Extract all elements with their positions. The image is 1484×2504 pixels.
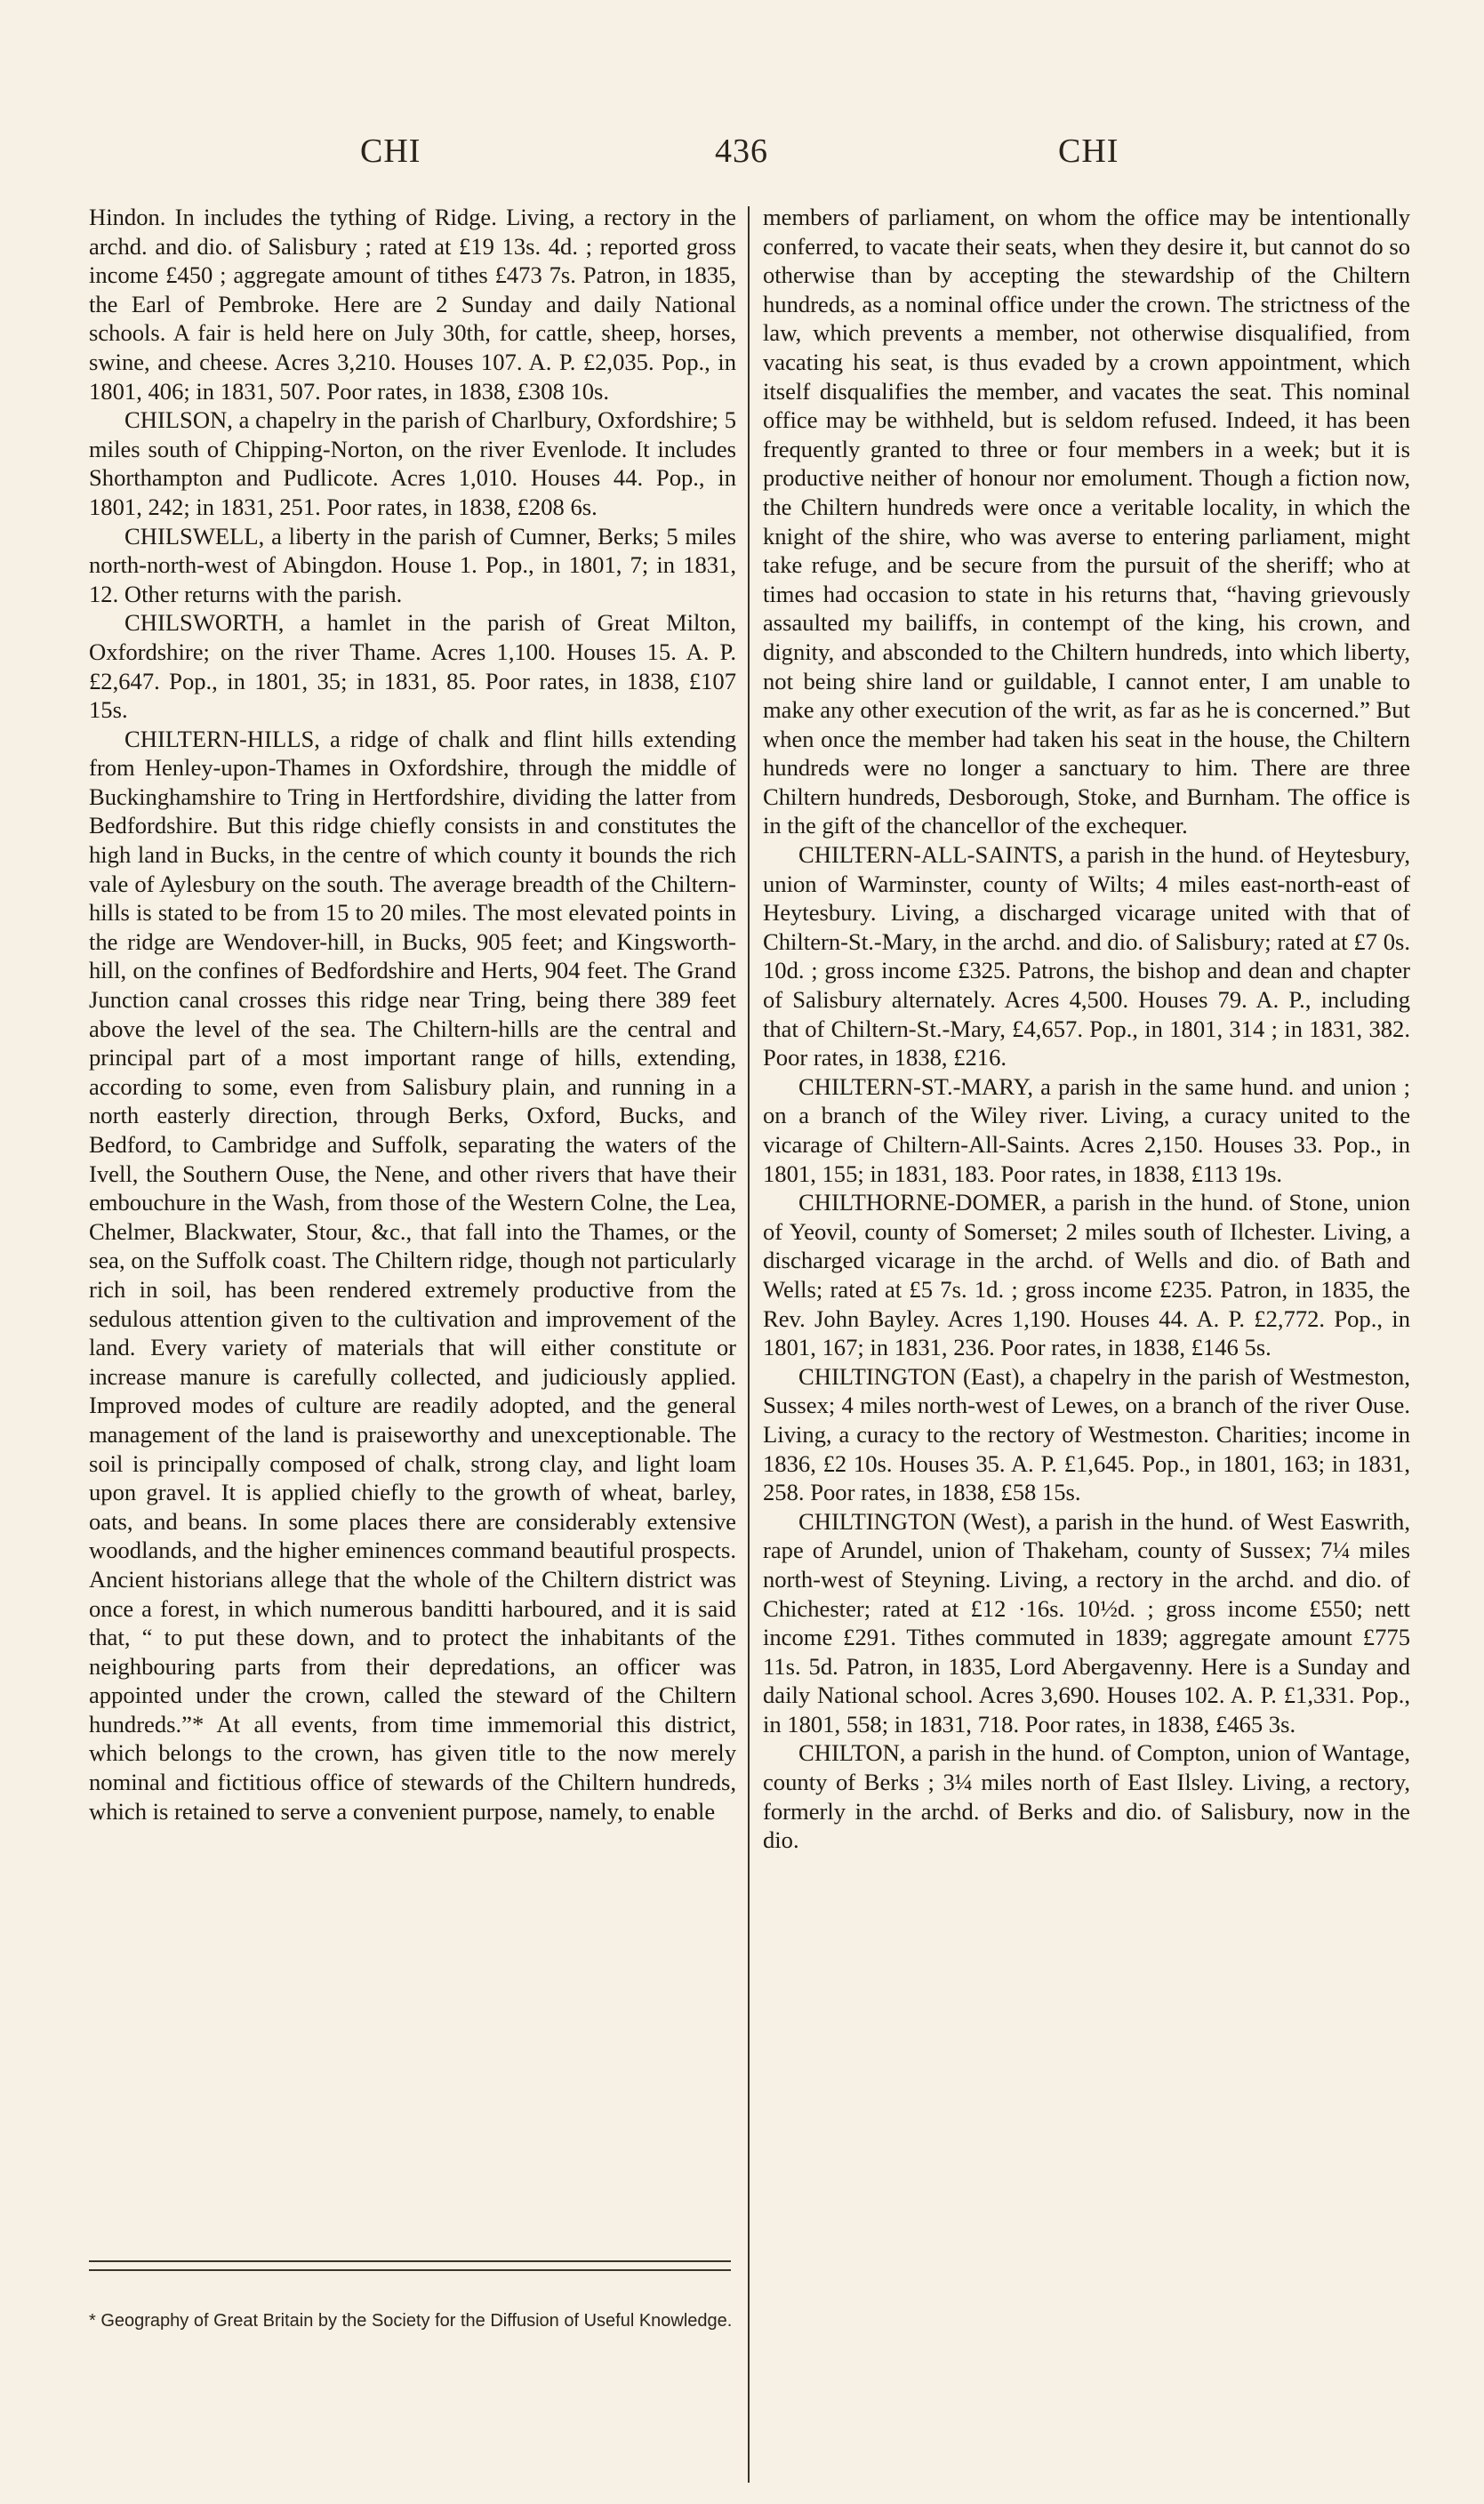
entry-paragraph: members of parliament, on whom the office may be intentionally conferred, to vacate their seats, when they desire it, but cannot do so otherwise than by accepting the stewardship of the Chiltern hundreds, as a nominal office under the crown. The strictness of the law, which prevents a member, not otherwise disqualified, from vacating his seat, is thus evaded by a crown appointment, which itself disqualifies the member, and vacates the seat. This nominal office may be withheld, but is seldom refused. Indeed, it has been frequently granted to three or four members in a week; but it is productive neither of honour nor emolument. Though a fiction now, the Chiltern hundreds were once a veritable locality, in which the knight of the shire, who was averse to entering parliament, might take refuge, and be secure from the pursuit of the sheriff; who at times had occasion to state in his returns that, “having grievously assaulted my bailiffs, in contempt of the king, his crown, and dignity, and absconded to the Chiltern hundreds, into which liberty, not being shire land or guildable, I cannot enter, I am unable to make any other execution of the writ, as far as he is concerned.” But when once the member had taken his seat in the house, the Chiltern hundreds were no longer a sanctuary to him. There are three Chiltern hundreds, Desborough, Stoke, and Burnham. The office is in the gift of the chancellor of the exchequer. bbox=[763, 204, 1410, 839]
footnote-rule bbox=[89, 2260, 731, 2262]
entry-paragraph: CHILTERN-ALL-SAINTS, a parish in the hund. of Heytesbury, union of Warminster, county of Wilts; 4 miles east-north-east of Heytesbury. Living, a discharged vicarage united with that of Chiltern-St.-Mary, in the archd. and dio. of Salisbury; rated at £7 0s. 10d. ; gross income £325. Patrons, the bishop and dean and chapter of Salisbury alternately. Acres 4,500. Houses 79. A. P., including that of Chiltern-St.-Mary, £4,657. Pop., in 1801, 314 ; in 1831, 382. Poor rates, in 1838, £216. bbox=[763, 841, 1410, 1071]
left-column bbox=[89, 203, 736, 1826]
entry-paragraph: CHILTON, a parish in the hund. of Compton, union of Wantage, county of Berks ; 3¼ miles north of East Ilsley. Living, a rectory, formerly in the archd. of Berks and dio. of Salisbury, now in the dio. bbox=[763, 1739, 1410, 1854]
entry-paragraph: Hindon. In includes the tything of Ridge. Living, a rectory in the archd. and dio. of Salisbury ; rated at £19 13s. 4d. ; reported gross income £450 ; aggregate amount of tithes £473 7s. Patron, in 1835, the Earl of Pembroke. Here are 2 Sunday and daily National schools. A fair is held here on July 30th, for cattle, sheep, horses, swine, and cheese. Acres 3,210. Houses 107. A. P. £2,035. Pop., in 1801, 406; in 1831, 507. Poor rates, in 1838, £308 10s. bbox=[89, 204, 736, 405]
entry-paragraph: CHILTERN-ST.-MARY, a parish in the same hund. and union ; on a branch of the Wiley river. Living, a curacy united to the vicarage of Chiltern-All-Saints. Acres 2,150. Houses 33. Pop., in 1801, 155; in 1831, 183. Poor rates, in 1838, £113 19s. bbox=[763, 1072, 1410, 1187]
header-right-guideword: CHI bbox=[1058, 132, 1119, 170]
footnote-rule bbox=[89, 2269, 731, 2271]
entry-paragraph: CHILTHORNE-DOMER, a parish in the hund. of Stone, union of Yeovil, county of Somerset; 2 miles south of Ilchester. Living, a discharged vicarage in the archd. of Wells and dio. of Bath and Wells; rated at £5 7s. 1d. ; gross income £235. Patron, in 1835, the Rev. John Bayley. Acres 1,190. Houses 44. A. P. £2,772. Pop., in 1801, 167; in 1831, 236. Poor rates, in 1838, £146 5s. bbox=[763, 1189, 1410, 1361]
entry-paragraph: CHILTINGTON (West), a parish in the hund. of West Easwrith, rape of Arundel, union of Thakeham, county of Sussex; 7¼ miles north-west of Steyning. Living, a rectory in the archd. and dio. of Chichester; rated at £12 ·16s. 10½d. ; gross income £550; nett income £291. Tithes commuted in 1839; aggregate amount £775 11s. 5d. Patron, in 1835, Lord Abergavenny. Here is a Sunday and daily National school. Acres 3,690. Houses 102. A. P. £1,331. Pop., in 1801, 558; in 1831, 718. Poor rates, in 1838, £465 3s. bbox=[763, 1507, 1410, 1738]
entry-paragraph: CHILSON, a chapelry in the parish of Charlbury, Oxfordshire; 5 miles south of Chipping-Norton, on the river Evenlode. It includes Shorthampton and Pudlicote. Acres 1,010. Houses 44. Pop., in 1801, 242; in 1831, 251. Poor rates, in 1838, £208 6s. bbox=[89, 406, 736, 520]
page-number: 436 bbox=[715, 132, 768, 170]
entry-paragraph: CHILSWELL, a liberty in the parish of Cumner, Berks; 5 miles north-north-west of Abingdon. House 1. Pop., in 1801, 7; in 1831, 12. Other returns with the parish. bbox=[89, 522, 736, 607]
entry-paragraph: CHILTINGTON (East), a chapelry in the parish of Westmeston, Sussex; 4 miles north-west of Lewes, on a branch of the river Ouse. Living, a curacy to the rectory of Westmeston. Charities; income in 1836, £2 10s. Houses 35. A. P. £1,645. Pop., in 1801, 163; in 1831, 258. Poor rates, in 1838, £58 15s. bbox=[763, 1362, 1410, 1506]
header-left-guideword: CHI bbox=[360, 132, 421, 170]
column-divider bbox=[748, 206, 750, 2483]
running-header bbox=[0, 132, 1484, 185]
entry-paragraph: CHILSWORTH, a hamlet in the parish of Great Milton, Oxfordshire; on the river Thame. Acres 1,100. Houses 15. A. P. £2,647. Pop., in 1801, 35; in 1831, 85. Poor rates, in 1838, £107 15s. bbox=[89, 609, 736, 724]
right-column bbox=[763, 203, 1410, 1855]
footnote: * Geography of Great Britain by the Society for the Diffusion of Useful Knowledge. bbox=[89, 2311, 733, 2331]
entry-paragraph: CHILTERN-HILLS, a ridge of chalk and flint hills extending from Henley-upon-Thames in Oxfordshire, through the middle of Buckinghamshire to Tring in Hertfordshire, dividing the latter from Bedfordshire. But this ridge chiefly consists in and constitutes the high land in Bucks, in the centre of which county it bounds the rich vale of Aylesbury on the south. The average breadth of the Chiltern-hills is stated to be from 15 to 20 miles. The most elevated points in the ridge are Wendover-hill, in Bucks, 905 feet; and Kingsworth-hill, on the confines of Bedfordshire and Herts, 904 feet. The Grand Junction canal crosses this ridge near Tring, being there 389 feet above the level of the sea. The Chiltern-hills are the central and principal part of a most important range of hills, extending, according to some, even from Salisbury plain, and running in a north easterly direction, through Berks, Oxford, Bucks, and Bedford, to Cambridge and Suffolk, separating the waters of the Ivell, the Southern Ouse, the Nene, and other rivers that have their embouchure in the Wash, from those of the Western Colne, the Lea, Chelmer, Blackwater, Stour, &c., that fall into the Thames, or the sea, on the Suffolk coast. The Chiltern ridge, though not particularly rich in soil, has been rendered extremely productive from the sedulous attention given to the cultivation and improvement of the land. Every variety of materials that will either constitute or increase manure is carefully collected, and judiciously applied. Improved modes of culture are readily adopted, and the general management of the land is praiseworthy and unexceptionable. The soil is principally composed of chalk, strong clay, and light loam upon gravel. It is applied chiefly to the growth of wheat, barley, oats, and beans. In some places there are considerably extensive woodlands, and the higher eminences command beautiful prospects. Ancient historians allege that the whole of the Chiltern district was once a forest, in which numerous banditti harboured, and it is said that, “ to put these down, and to protect the inhabitants of the neighbouring parts from their depredations, an officer was appointed under the crown, called the steward of the Chiltern hundreds.”* At all events, from time immemorial this district, which belongs to the crown, has given title to the now merely nominal and fictitious office of stewards of the Chiltern hundreds, which is retained to serve a convenient purpose, namely, to enable bbox=[89, 725, 736, 1825]
